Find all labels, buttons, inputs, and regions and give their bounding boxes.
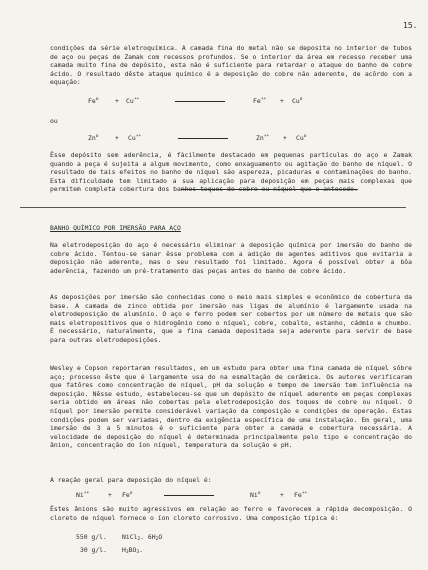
- eq1-right-term-2: Cu$^o$: [292, 97, 303, 105]
- paragraph-7: Êstes ânions são muito agressivos em relação ao ferro e favorecem a rápida decomposição. O cloreto de níquel fornece o íon cloreto corrosivo. Uma composição típica é:: [50, 505, 412, 522]
- section-heading: BANHO QUÍMICO POR IMERSÃO PARA AÇO: [50, 224, 181, 232]
- eq2-left-term-2: Cu++: [128, 134, 142, 142]
- paragraph-4: As deposições por imersão são conhecidas como o meio mais simples e econômico de cobertura da base. A camada de zinco obtida por imersão nas ligas de alumínio é largamente usada na eletrodeposição de alumínio. O aço e ferro podem ser cobertos por um número de metais que são mais eletropositivos que o hidrogênio como o níquel, cobre, cobalto, estanho, cádmio e chumbo. É necessário, naturalmente, que a fina camada depositada seja aderente para servir de base para outras eletrodeposições.: [50, 293, 412, 344]
- section-divider: [20, 207, 406, 208]
- composition-qty-1: 550 g/l.: [76, 533, 107, 541]
- eq2-plus-1: +: [115, 134, 119, 142]
- paragraph-5: Wesley e Copson reportaram resultados, em um estudo para obter uma fina camada de níquel sôbre aço; processo êste que é largamente usa do na esmaltação de cerâmica. Os autores verificaram que fatôres como concentração de níquel, pH da solução e tempo de imersão tem influência na deposição. Nêsse estudo, estabeleceu-se que um depósito de níquel aderente em peças complexas seria obtido em áreas não cobertas pela eletrodeposição dos toques de cobre ou níquel. O níquel por imersão permite considerável variação da composição e condições de operação. Estas condições podem ser variadas, dentro da exigência específica de uma instalação. Em geral, uma imersão de 3 a 5 minutos é o suficiente para obter a camada e cobertura necessária. A velocidade de deposição do níquel é determinada principalmente pelo tipo e concentração do ânion, concentração do íon níquel, temperatura da solução e pH.: [50, 364, 412, 450]
- eq1-left-term-2: Cu++: [126, 97, 140, 105]
- eq2-right-term-1: Zn++: [256, 134, 270, 142]
- eq3-right-term-1: Ni$^o$: [250, 491, 261, 499]
- eq3-right-term-2: Fe++: [294, 491, 308, 499]
- paragraph-3: Na eletrodeposição do aço é necessário eliminar a deposição química por imersão do banho de cobre ácido. Tentou-se sanar êsse problema com a adição de agentes aditivos que evitaria a deposição não aderente, mas o seu resultado foi limitado. Agora é possível obter a bôa aderência, fazendo um pré-tratamento das peças antes do banho de cobre ácido.: [50, 241, 412, 275]
- composition-formula-1: NiCl$_2$. $6H_2O$: [122, 533, 163, 542]
- eq2-right-term-2: Cu$^o$: [296, 134, 307, 142]
- eq3-plus-2: +: [280, 491, 284, 499]
- eq3-left-term-2: Fe$^o$: [122, 491, 133, 499]
- paragraph-1: condições da série eletroquímica. A camada fina do metal não se deposita no interior de tubos de aço ou peças de Zamak com recessos profundos. Se o interior da área em recesso receber uma camada muito fina de depósito, esta não é suficiente para retardar o ataque do banho de cobre ácido. O resultado dêste ataque químico é a deposição do cobre não aderente, de acôrdo com a equação:: [50, 44, 412, 87]
- eq3-plus-1: +: [108, 491, 112, 499]
- eq2-plus-2: +: [283, 134, 287, 142]
- eq1-right-term-1: Fe++: [253, 97, 267, 105]
- eq3-left-term-1: Ni++: [76, 491, 90, 499]
- eq1-plus-1: +: [115, 97, 119, 105]
- composition-formula-2: $H_3BO_3$.: [122, 546, 143, 555]
- struck-text: nhos toques de cobre ou níquel que o antecede.: [180, 185, 358, 194]
- paragraph-2: Êsse depósito sem aderência, é fàcilmente destacado em pequenas partículas do aço e Zamak quando a peça é sujeita a algum movimento, como enxaguamento ou agitação do banho de níquel. O resultado de tais efeitos no banho de níquel são aspereza, picaduras e contaminações do banho. Esta dificuldade tem limitado a sua aplicação para deposição em peças mais complexas que permitem completa cobertura dos banhos toques de cobre ou níquel que o antecede.: [50, 151, 412, 194]
- eq2-left-term-1: Zn$^o$: [88, 134, 99, 142]
- paragraph-6: A reação geral para deposição do níquel é:: [50, 476, 212, 484]
- eq1-arrow: [175, 101, 225, 102]
- eq3-arrow: [164, 495, 214, 496]
- eq1-plus-2: +: [280, 97, 284, 105]
- eq1-left-term-1: Fe$^o$: [88, 97, 99, 105]
- page-number: 15.: [403, 21, 418, 30]
- or-label: ou: [50, 117, 58, 125]
- eq2-arrow: [178, 138, 228, 139]
- composition-qty-2: 30 g/l.: [80, 546, 107, 554]
